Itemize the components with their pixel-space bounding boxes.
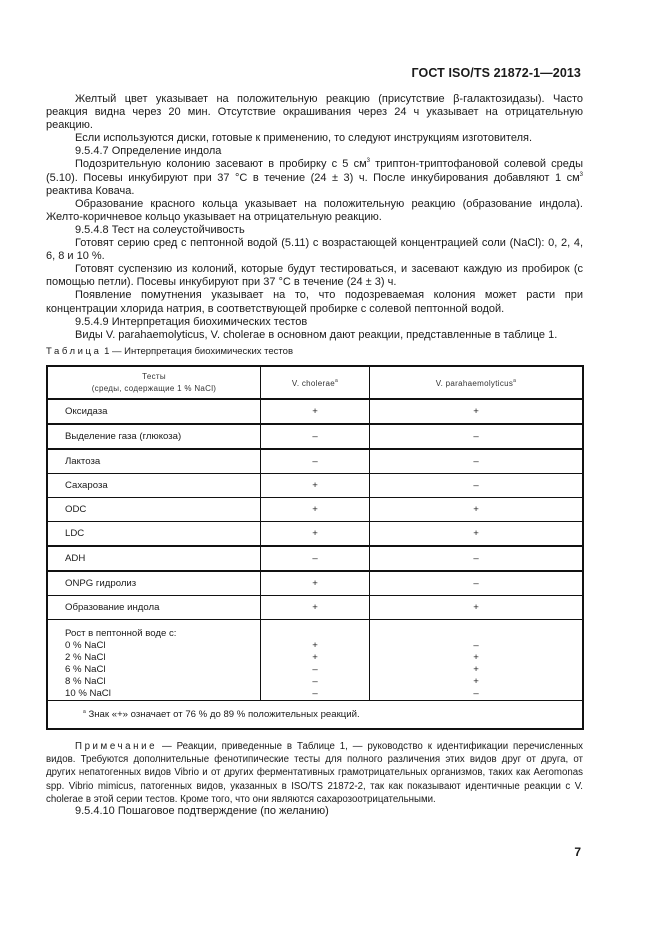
parahaemolyticus-result: – (370, 449, 584, 474)
cholerae-result: + (312, 652, 318, 663)
test-name: Выделение газа (глюкоза) (47, 424, 261, 449)
header-tests (47, 366, 261, 399)
header-text: V. parahaemolyticus (435, 378, 514, 388)
header-parahaemolyticus (370, 366, 584, 399)
parahaemolyticus-result: – (473, 688, 479, 699)
salt-level: 8 % NaCl (65, 676, 106, 687)
paragraph (46, 158, 583, 197)
footnote-mark: a (334, 377, 339, 384)
superscript: 3 (366, 158, 370, 165)
parahaemolyticus-result: – (370, 546, 584, 571)
section-heading: 9.5.4.8 Тест на солеустойчивость (75, 223, 245, 236)
section-heading: 9.5.4.10 Пошаговое подтверждение (по желанию) (75, 805, 329, 817)
paragraph: Образование красного кольца указывает на положительную реакцию (образование индола). Желто-коричневое кольцо указывает на отрицательную реакцию. (46, 197, 583, 223)
table-row (47, 522, 583, 547)
cholerae-result: – (261, 546, 370, 571)
table-row (47, 571, 583, 596)
header-cholerae (261, 366, 370, 399)
parahaemolyticus-result: – (370, 424, 584, 449)
cholerae-result: + (312, 640, 318, 651)
cholerae-result: – (312, 664, 318, 675)
parahaemolyticus-result: + (370, 498, 584, 522)
note (46, 740, 583, 806)
parahaemolyticus-result: + (370, 522, 584, 547)
salt-title: Рост в пептонной воде с: (65, 628, 177, 639)
footnote-mark: a (83, 709, 86, 715)
salt-level: 2 % NaCl (65, 652, 106, 663)
table-row (47, 424, 583, 449)
paragraph: Желтый цвет указывает на положительную реакцию (присутствие β-галактозидазы). Часто реакция видна через 20 мин. Отсутствие окрашивания через 24 ч указывает на отрицательную реакцию. (46, 93, 583, 132)
parahaemolyticus-result: – (370, 571, 584, 596)
test-name: Сахароза (47, 474, 261, 498)
cholerae-result: – (261, 449, 370, 474)
salt-cholerae-results (261, 620, 370, 701)
cholerae-result: – (312, 688, 318, 699)
cholerae-result: + (261, 571, 370, 596)
cholerae-result: + (261, 596, 370, 620)
cholerae-result: + (261, 498, 370, 522)
salt-tolerance-row (47, 620, 583, 701)
test-name: LDC (47, 522, 261, 547)
page-number: 7 (574, 845, 581, 859)
parahaemolyticus-result: + (473, 652, 479, 663)
standard-code: ГОСТ ISO/TS 21872-1—2013 (411, 66, 581, 80)
paragraph: Готовят суспензию из колоний, которые будут тестироваться, и засевают каждую из пробирок (с помощью петли). Посевы инкубируют при 37 °С в течение (24 ± 3) ч. (46, 263, 583, 289)
salt-level: 10 % NaCl (65, 688, 111, 699)
table-row (47, 596, 583, 620)
parahaemolyticus-result: + (370, 596, 584, 620)
header-text: V. cholerae (291, 378, 335, 388)
cholerae-result: – (312, 676, 318, 687)
table-caption (46, 346, 293, 357)
cholerae-result: + (261, 474, 370, 498)
parahaemolyticus-result: – (473, 640, 479, 651)
header-subtext: (среды, содержащие 1 % NaCl) (91, 383, 217, 393)
cholerae-result: + (261, 399, 370, 424)
test-name: ADH (47, 546, 261, 571)
paragraph: Готовят серию сред с пептонной водой (5.11) с возрастающей концентрацией соли (NaCl): 0, 2, 4, 6, 8 и 10 %. (46, 237, 583, 263)
caption-label: Таблица (46, 346, 102, 357)
parahaemolyticus-result: + (473, 676, 479, 687)
table-row (47, 498, 583, 522)
salt-parahaemolyticus-results (370, 620, 584, 701)
table-footnote (47, 701, 583, 730)
note-label: Примечание (75, 741, 158, 752)
section-heading: 9.5.4.7 Определение индола (75, 145, 222, 158)
text-run: триптон-триптофановой солевой среды (5.10). Посевы инкубируют при 37 °С в течение (24 ± 3) ч. После инкубирования добавляют 1 см (46, 158, 583, 184)
cholerae-result: + (261, 522, 370, 547)
table-row (47, 399, 583, 424)
test-name: Лактоза (47, 449, 261, 474)
test-name: ONPG гидролиз (47, 571, 261, 596)
salt-level: 0 % NaCl (65, 640, 106, 651)
table-row (47, 474, 583, 498)
table-row (47, 449, 583, 474)
table-row (47, 546, 583, 571)
footnote-mark: a (513, 377, 517, 384)
salt-level: 6 % NaCl (65, 664, 106, 675)
biochemical-tests-table (46, 365, 584, 730)
paragraph: Виды V. parahaemolyticus, V. cholerae в основном дают реакции, представленные в таблице 1. (75, 328, 558, 341)
cholerae-result: – (261, 424, 370, 449)
parahaemolyticus-result: + (370, 399, 584, 424)
section-heading: 9.5.4.9 Интерпретация биохимических тестов (75, 315, 308, 328)
text-run: Подозрительную колонию засевают в пробирку с 5 см (75, 158, 367, 171)
paragraph: Если используются диски, готовые к применению, то следуют инструкциям изготовителя. (75, 132, 533, 145)
test-name: ODC (47, 498, 261, 522)
table-footnote-row (47, 701, 583, 730)
table-header-row (47, 366, 583, 399)
test-name: Оксидаза (47, 399, 261, 424)
header-text: Тесты (142, 372, 166, 381)
note-text: — Реакции, приведенные в Таблице 1, — руководство к идентификации перечисленных видов. Требуются дополнительные фенотипические тесты для полного различения этих видов друг от друга, от других непатогенных видов Vibrio и от других ферментативных грамотрицательных организмов, таких как Aeromonas spp. Vibrio mimicus, патогенных видов, указанных в ISO/TS 21872-2, так как показывают идентичные реакции с V. cholerae в этой серии тестов. Кроме того, что они являются сахарозоотрицательными. (46, 741, 583, 805)
paragraph: Появление помутнения указывает на то, что подозреваемая колония может расти при концентрации хлорида натрия, в соответствующей пробирке с солевой пептонной водой. (46, 289, 583, 315)
superscript: 3 (579, 171, 583, 178)
parahaemolyticus-result: – (370, 474, 584, 498)
test-name: Образование индола (47, 596, 261, 620)
text-run: реактива Ковача. (46, 184, 135, 197)
parahaemolyticus-result: + (473, 664, 479, 675)
footnote-text: Знак «+» означает от 76 % до 89 % положительных реакций. (85, 709, 360, 720)
caption-title: 1 — Интерпретация биохимических тестов (101, 346, 294, 357)
salt-labels (47, 620, 261, 701)
body-text (46, 93, 583, 342)
